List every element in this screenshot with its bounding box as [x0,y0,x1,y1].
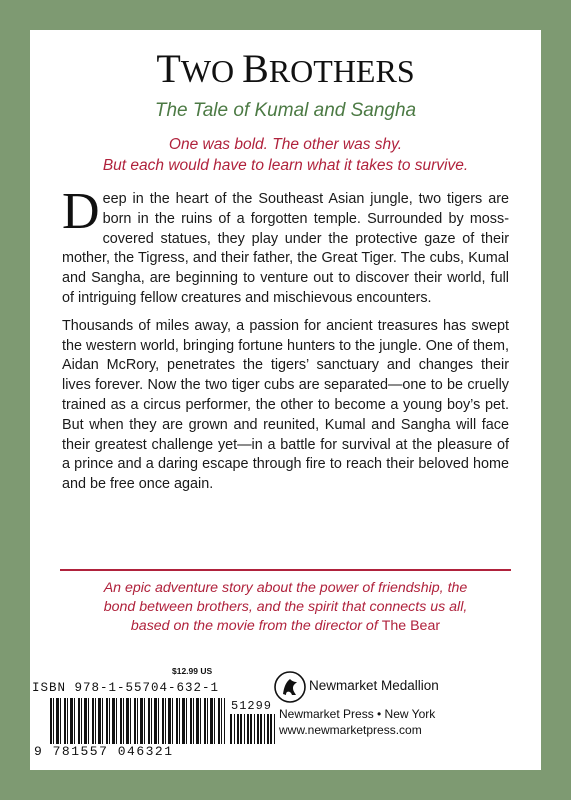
synopsis-paragraph-2: Thousands of miles away, a passion for ancient treasures has swept the western world, bringing fortune hunters to the jungle. One of them, Aidan McRory, penetrates the tigers’ sanctuary and changes their lives forever. Now the two tiger cubs are separated—one to be cruelly trained as a circus performer, the other to become a young boy’s pet. But when they are grown and reunited, Kumal and Sangha will face their greatest challenge yet—in a battle for survival at the pleasure of a prince and a daring escape through fire to reach their beloved home and be free once again. [62,317,509,493]
publisher-info [279,706,435,738]
tagline [30,134,541,176]
blurb [50,579,521,636]
tagline-line-1: One was bold. The other was shy. [168,136,403,153]
synopsis [62,183,509,503]
book-subtitle: The Tale of Kumal and Sangha [154,100,417,121]
price-label: $12.99 US [172,666,213,676]
movie-title: The Bear [381,618,441,634]
paragraph-1-text: eep in the heart of the Southeast Asian jungle, two tigers are born in the ruins of a forgotten temple. Surrounded by moss-covered statues, they play under the protective gaze of their mother, the Tigress, and their father, the Great Tiger. The cubs, Kumal and Sangha, are beginning to venture out to discover their world, full of intriguing fellow creatures and mischievous encounters. [62,191,509,306]
title-rest-rothers: ROTHERS [268,53,415,89]
book-title [30,48,541,92]
ean-number: 9 781557 046321 [34,744,174,759]
ean-barcode [50,698,225,744]
blurb-line-3 [50,617,521,636]
title-rest-wo: WO [180,53,243,89]
divider-rule [60,569,511,571]
title-initial-t: T [156,46,181,91]
blurb-line-2: bond between brothers, and the spirit that connects us all, [103,599,468,615]
blurb-line-1: An epic adventure story about the power of friendship, the [103,580,468,596]
drop-cap: D [62,183,100,240]
isbn-label: ISBN 978-1-55704-632-1 [32,681,220,695]
tagline-line-2: But each would have to learn what it takes to survive. [102,157,469,174]
title-initial-b: B [242,46,269,91]
synopsis-paragraph-1 [62,183,509,309]
price-addon-number: 51299 [231,699,273,713]
imprint-name: Newmarket Medallion [309,678,439,693]
blurb-line-3-prefix: based on the movie from the director of [130,618,382,634]
addon-barcode [230,714,276,744]
medallion-logo-icon [273,670,307,704]
publisher-name: Newmarket Press • New York [279,707,436,721]
publisher-website: www.newmarketpress.com [279,723,422,737]
back-cover [30,30,541,770]
